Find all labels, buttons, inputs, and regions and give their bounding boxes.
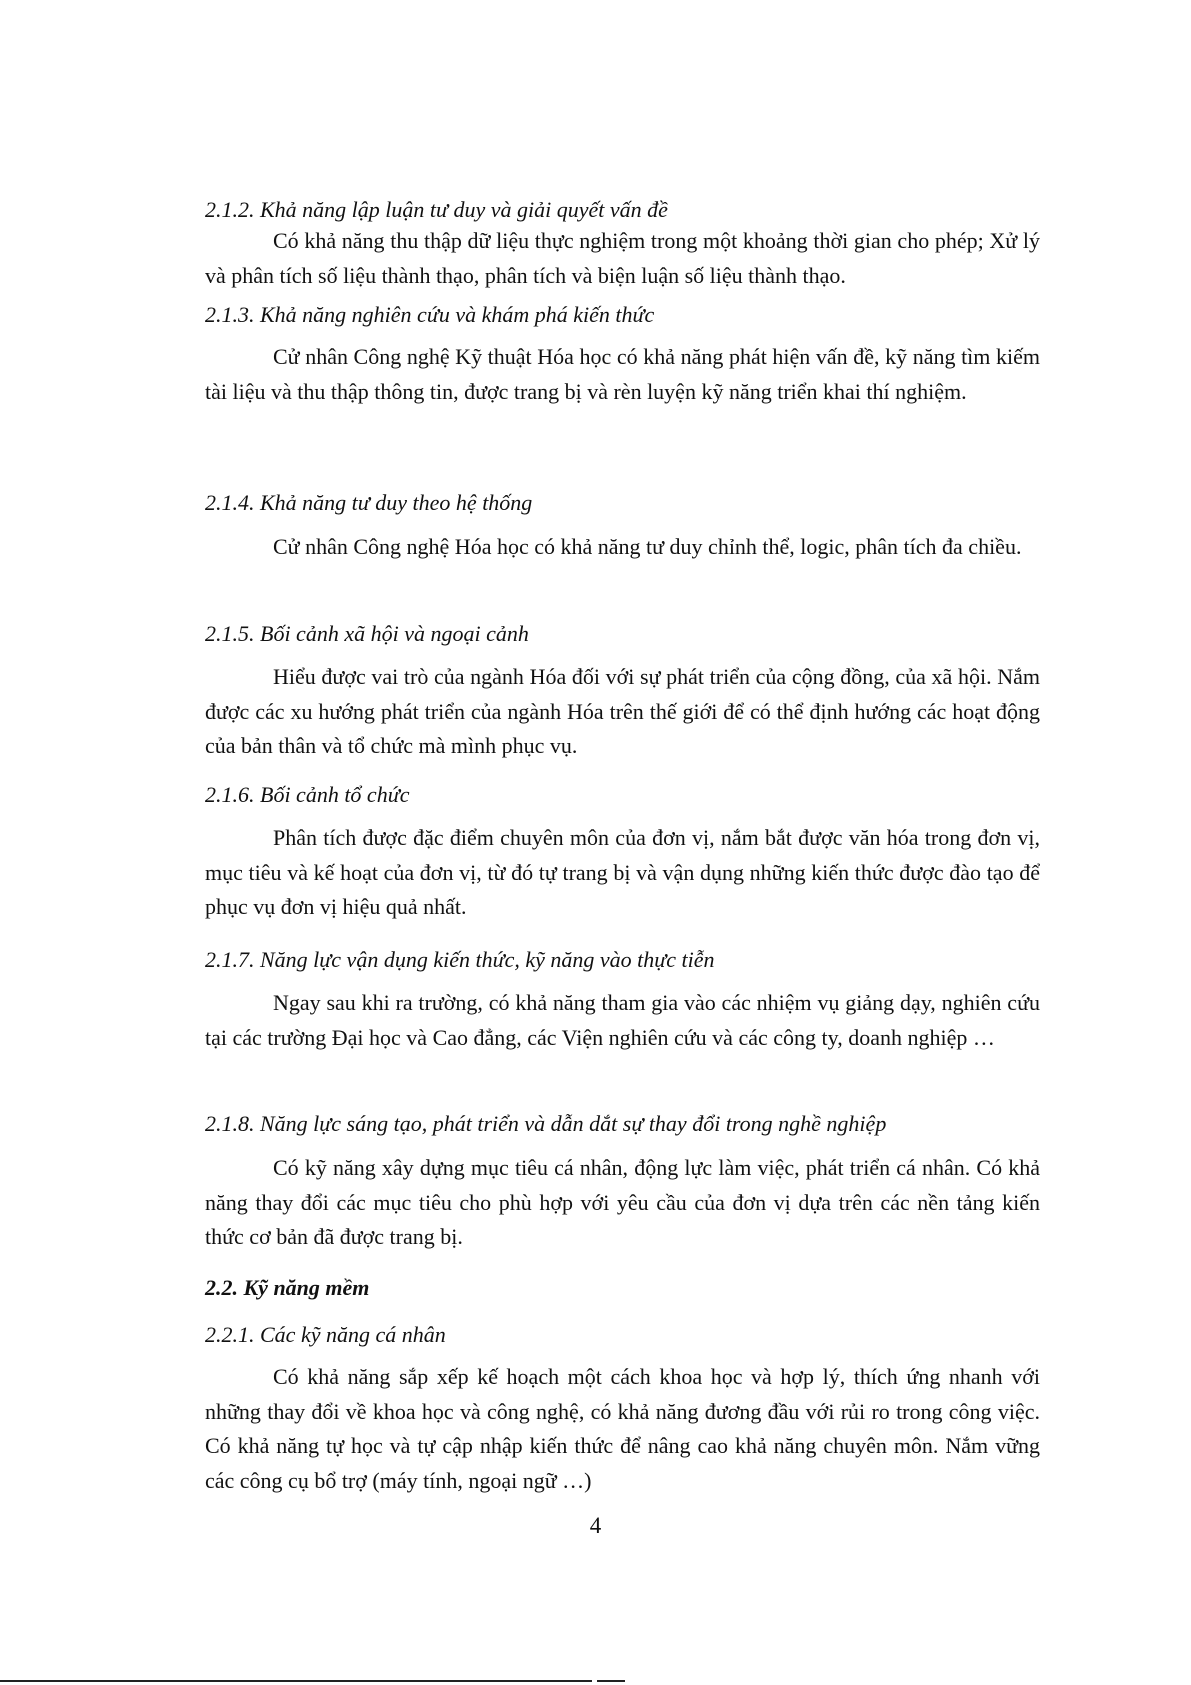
heading-2-1-4: 2.1.4. Khả năng tư duy theo hệ thống — [205, 490, 533, 515]
heading-2-1-8: 2.1.8. Năng lực sáng tạo, phát triển và dẫn dắt sự thay đổi trong nghề nghiệp — [205, 1111, 887, 1136]
page-number: 4 — [589, 1513, 602, 1538]
footer-rule-short — [597, 1680, 625, 1682]
heading-2-1-7: 2.1.7. Năng lực vận dụng kiến thức, kỹ năng vào thực tiễn — [205, 947, 715, 972]
paragraph-2-1-8: Có kỹ năng xây dựng mục tiêu cá nhân, động lực làm việc, phát triển cá nhân. Có khả năng thay đổi các mục tiêu cho phù hợp với yêu cầu của đơn vị dựa trên các nền tảng kiến thức cơ bản đã được trang bị. — [205, 1155, 1040, 1249]
paragraph-2-1-2: Có khả năng thu thập dữ liệu thực nghiệm trong một khoảng thời gian cho phép; Xử lý và phân tích số liệu thành thạo, phân tích và biện luận số liệu thành thạo. — [205, 228, 1040, 288]
heading-2-2-1: 2.2.1. Các kỹ năng cá nhân — [205, 1322, 446, 1347]
heading-2-1-3: 2.1.3. Khả năng nghiên cứu và khám phá kiến thức — [205, 302, 655, 327]
footer-rule — [0, 1680, 592, 1682]
paragraph-2-1-3: Cử nhân Công nghệ Kỹ thuật Hóa học có khả năng phát hiện vấn đề, kỹ năng tìm kiếm tài liệu và thu thập thông tin, được trang bị và rèn luyện kỹ năng triển khai thí nghiệm. — [205, 344, 1040, 404]
heading-2-1-2: 2.1.2. Khả năng lập luận tư duy và giải quyết vấn đề — [205, 197, 668, 222]
paragraph-2-1-7: Ngay sau khi ra trường, có khả năng tham gia vào các nhiệm vụ giảng dạy, nghiên cứu tại các trường Đại học và Cao đẳng, các Viện nghiên cứu và các công ty, doanh nghiệp … — [205, 990, 1040, 1050]
heading-2-1-6: 2.1.6. Bối cảnh tổ chức — [205, 782, 410, 807]
heading-2-1-5: 2.1.5. Bối cảnh xã hội và ngoại cảnh — [205, 621, 529, 646]
paragraph-2-1-6: Phân tích được đặc điểm chuyên môn của đơn vị, nắm bắt được văn hóa trong đơn vị, mục tiêu và kế hoạt của đơn vị, từ đó tự trang bị và vận dụng những kiến thức được đào tạo để phục vụ đơn vị hiệu quả nhất. — [205, 825, 1040, 919]
paragraph-2-1-5: Hiểu được vai trò của ngành Hóa đối với sự phát triển của cộng đồng, của xã hội. Nắm được các xu hướng phát triển của ngành Hóa trên thế giới để có thể định hướng các hoạt động của bản thân và tổ chức mà mình phục vụ. — [205, 664, 1040, 758]
paragraph-2-1-4: Cử nhân Công nghệ Hóa học có khả năng tư duy chỉnh thể, logic, phân tích đa chiều. — [273, 534, 1022, 559]
paragraph-2-2-1: Có khả năng sắp xếp kế hoạch một cách khoa học và hợp lý, thích ứng nhanh với những thay đổi về khoa học và công nghệ, có khả năng đương đầu với rủi ro trong công việc. Có khả năng tự học và tự cập nhập kiến thức để nâng cao khả năng chuyên môn. Nắm vững các công cụ bổ trợ (máy tính, ngoại ngữ …) — [205, 1364, 1040, 1493]
heading-2-2: 2.2. Kỹ năng mềm — [205, 1275, 370, 1300]
